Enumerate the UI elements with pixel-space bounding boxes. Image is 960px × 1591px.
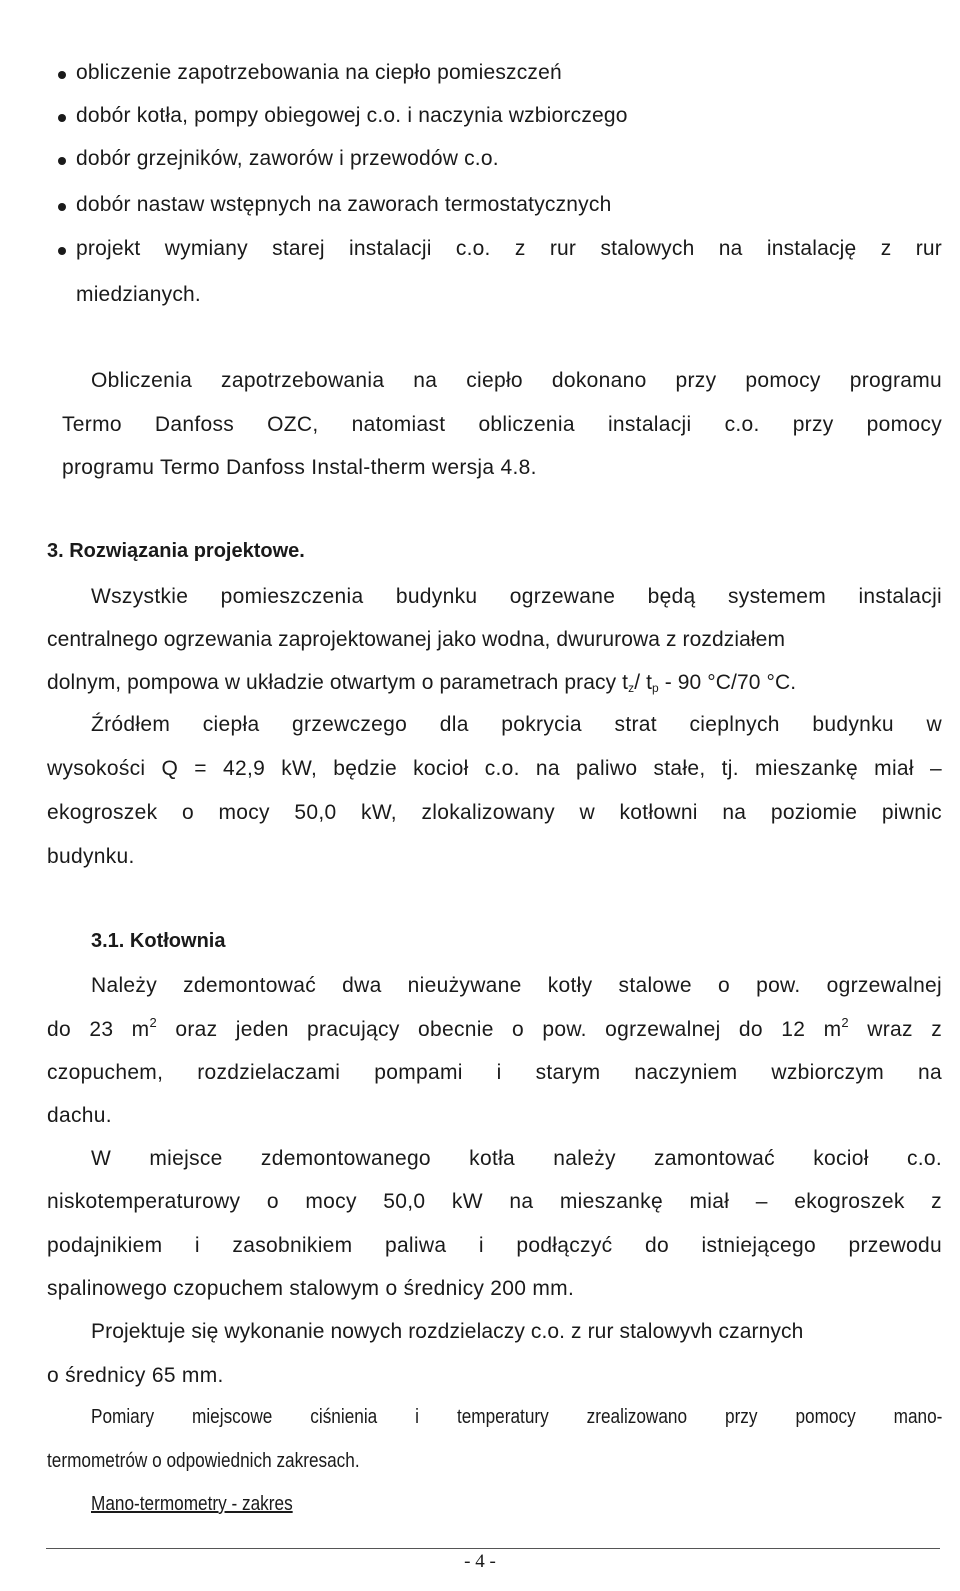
list-item: obliczenie zapotrzebowania na ciepło pomieszczeń (76, 61, 562, 85)
paragraph-line: W miejsce zdemontowanego kotła należy zamontować kocioł c.o. (91, 1147, 942, 1170)
paragraph-line: czopuchem, rozdzielaczami pompami i starym naczyniem wzbiorczym na (47, 1061, 942, 1084)
paragraph-line: do 23 $m^2$ oraz jeden pracujący obecnie o pow. ogrzewalnej do 12 $m^2$ wraz z (47, 1015, 943, 1041)
list-item: projekt wymiany starej instalacji c.o. z rur stalowych na instalację z rur (76, 237, 942, 261)
paragraph-line: ekogroszek o mocy 50,0 kW, zlokalizowany w kotłowni na poziomie piwnic (47, 801, 942, 824)
list-item-continuation: miedzianych. (76, 283, 201, 306)
table-heading: Mano-termometry - zakres (91, 1493, 293, 1515)
footer-divider (46, 1548, 940, 1549)
paragraph-line: Wszystkie pomieszczenia budynku ogrzewane będą systemem instalacji (91, 585, 942, 608)
subsection-heading: 3.1. Kotłownia (91, 930, 226, 952)
bullet-icon (58, 157, 66, 165)
paragraph-line: Źródłem ciepła grzewczego dla pokrycia strat cieplnych budynku w (91, 713, 942, 736)
paragraph-line: termometrów o odpowiednich zakresach. (47, 1450, 360, 1472)
paragraph-line: Należy zdemontować dwa nieużywane kotły stalowe o pow. ogrzewalnej (91, 974, 942, 997)
paragraph-line: programu Termo Danfoss Instal-therm wersja 4.8. (62, 456, 537, 479)
bullet-icon (58, 247, 66, 255)
paragraph-line: spalinowego czopuchem stalowym o średnicy 200 mm. (47, 1277, 575, 1300)
page-number: - 4 - (464, 1551, 496, 1572)
bullet-icon (58, 71, 66, 79)
paragraph-line: Pomiary miejscowe ciśnienia i temperatury zrealizowano przy pomocy mano- (91, 1406, 943, 1428)
paragraph-line: budynku. (47, 845, 135, 868)
paragraph-line: wysokości Q = 42,9 kW, będzie kocioł c.o. na paliwo stałe, tj. mieszankę miał – (47, 757, 942, 780)
bullet-icon (58, 114, 66, 122)
list-item: dobór nastaw wstępnych na zaworach termostatycznych (76, 193, 611, 217)
list-item: dobór kotła, pompy obiegowej c.o. i naczynia wzbiorczego (76, 104, 628, 128)
paragraph-line: niskotemperaturowy o mocy 50,0 kW na mieszankę miał – ekogroszek z (47, 1190, 942, 1213)
paragraph-line: Obliczenia zapotrzebowania na ciepło dokonano przy pomocy programu (91, 369, 942, 392)
paragraph-line: o średnicy 65 mm. (47, 1364, 224, 1387)
section-heading: 3. Rozwiązania projektowe. (47, 540, 305, 562)
paragraph-line: centralnego ogrzewania zaprojektowanej jako wodna, dwururowa z rozdziałem (47, 628, 786, 651)
bullet-icon (58, 203, 66, 211)
paragraph-line: podajnikiem i zasobnikiem paliwa i podłączyć do istniejącego przewodu (47, 1234, 942, 1257)
paragraph-line: dachu. (47, 1104, 112, 1127)
paragraph-line: Projektuje się wykonanie nowych rozdzielaczy c.o. z rur stalowyvh czarnych (91, 1320, 804, 1343)
paragraph-line: Termo Danfoss OZC, natomiast obliczenia instalacji c.o. przy pomocy (62, 413, 942, 436)
paragraph-line: dolnym, pompowa w układzie otwartym o parametrach pracy $t_z/$ $t_p - 90$ °C/70 °C. (47, 671, 797, 695)
list-item: dobór grzejników, zaworów i przewodów c.o. (76, 147, 499, 171)
